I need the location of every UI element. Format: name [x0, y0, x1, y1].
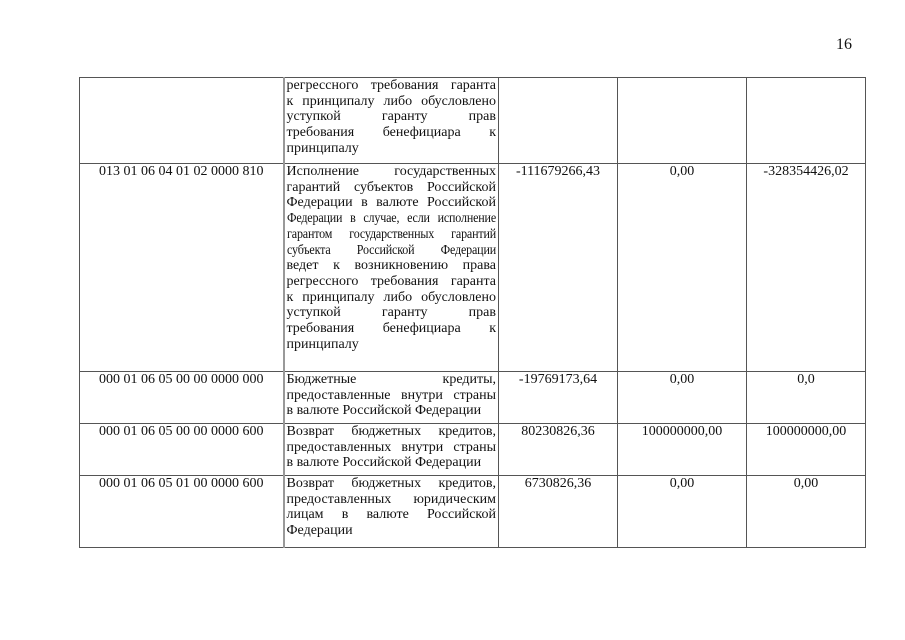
description-line: Бюджетные кредиты, — [286, 372, 496, 387]
description-line: требования бенефициара к — [286, 321, 496, 337]
description-cell — [284, 372, 499, 424]
description-line: регрессного требования гаранта — [286, 273, 496, 289]
value-cell-2: 0,00 — [618, 164, 747, 372]
description-line: Федерации — [286, 523, 353, 539]
description-cell — [284, 164, 499, 372]
budget-code-cell: 013 01 06 04 01 02 0000 810 — [80, 164, 284, 372]
description-line: предоставленных юридическим — [286, 491, 496, 507]
description-line: лицам в валюте Российской — [286, 507, 496, 523]
description-line: гарантом государственных гарантий — [286, 226, 496, 242]
description-line: в валюте Российской Федерации — [286, 403, 482, 419]
description-line: принципалу — [286, 140, 359, 156]
description-cell — [284, 424, 499, 476]
value-cell-1: -19769173,64 — [499, 372, 618, 424]
value-cell-1: -111679266,43 — [499, 164, 618, 372]
value-cell-1: 6730826,36 — [499, 476, 618, 548]
value-cell-3: 100000000,00 — [747, 424, 866, 476]
value-cell-3: 0,0 — [747, 372, 866, 424]
table-row — [80, 476, 866, 548]
description-line: регрессного требования гаранта — [286, 78, 496, 93]
table-row — [80, 424, 866, 476]
budget-code-cell: 000 01 06 05 01 00 0000 600 — [80, 476, 284, 548]
description-line: к принципалу либо обусловлено — [286, 289, 496, 305]
description-line: уступкой гаранту прав — [286, 109, 496, 125]
budget-code-cell — [80, 78, 284, 164]
description-line: Возврат бюджетных кредитов, — [286, 424, 496, 439]
value-cell-2 — [618, 78, 747, 164]
description-line: ведет к возникновению права — [286, 258, 496, 274]
description-cell — [284, 78, 499, 164]
description-line: гарантий субъектов Российской — [286, 179, 496, 195]
table-row — [80, 372, 866, 424]
description-cell — [284, 476, 499, 548]
value-cell-3: 0,00 — [747, 476, 866, 548]
description-line: предоставленные внутри страны — [286, 387, 496, 403]
description-line: Возврат бюджетных кредитов, — [286, 476, 496, 491]
value-cell-2: 0,00 — [618, 372, 747, 424]
description-line: субъекта Российской Федерации — [286, 242, 496, 258]
value-cell-1: 80230826,36 — [499, 424, 618, 476]
value-cell-2: 100000000,00 — [618, 424, 747, 476]
table-row — [80, 164, 866, 372]
description-line: Федерации в случае, если исполнение — [286, 211, 496, 227]
budget-sources-table — [79, 77, 866, 548]
budget-code-cell: 000 01 06 05 00 00 0000 000 — [80, 372, 284, 424]
value-cell-3: -328354426,02 — [747, 164, 866, 372]
description-line: в валюте Российской Федерации — [286, 455, 482, 471]
budget-code-cell: 000 01 06 05 00 00 0000 600 — [80, 424, 284, 476]
page-number: 16 — [836, 36, 852, 53]
description-line: требования бенефициара к — [286, 125, 496, 141]
description-line: принципалу — [286, 336, 359, 352]
table-row — [80, 78, 866, 164]
value-cell-1 — [499, 78, 618, 164]
description-line: Федерации в валюте Российской — [286, 195, 496, 211]
description-line: уступкой гаранту прав — [286, 305, 496, 321]
description-line: к принципалу либо обусловлено — [286, 93, 496, 109]
description-line: Исполнение государственных — [286, 164, 496, 179]
value-cell-3 — [747, 78, 866, 164]
description-line: предоставленных внутри страны — [286, 439, 496, 455]
value-cell-2: 0,00 — [618, 476, 747, 548]
